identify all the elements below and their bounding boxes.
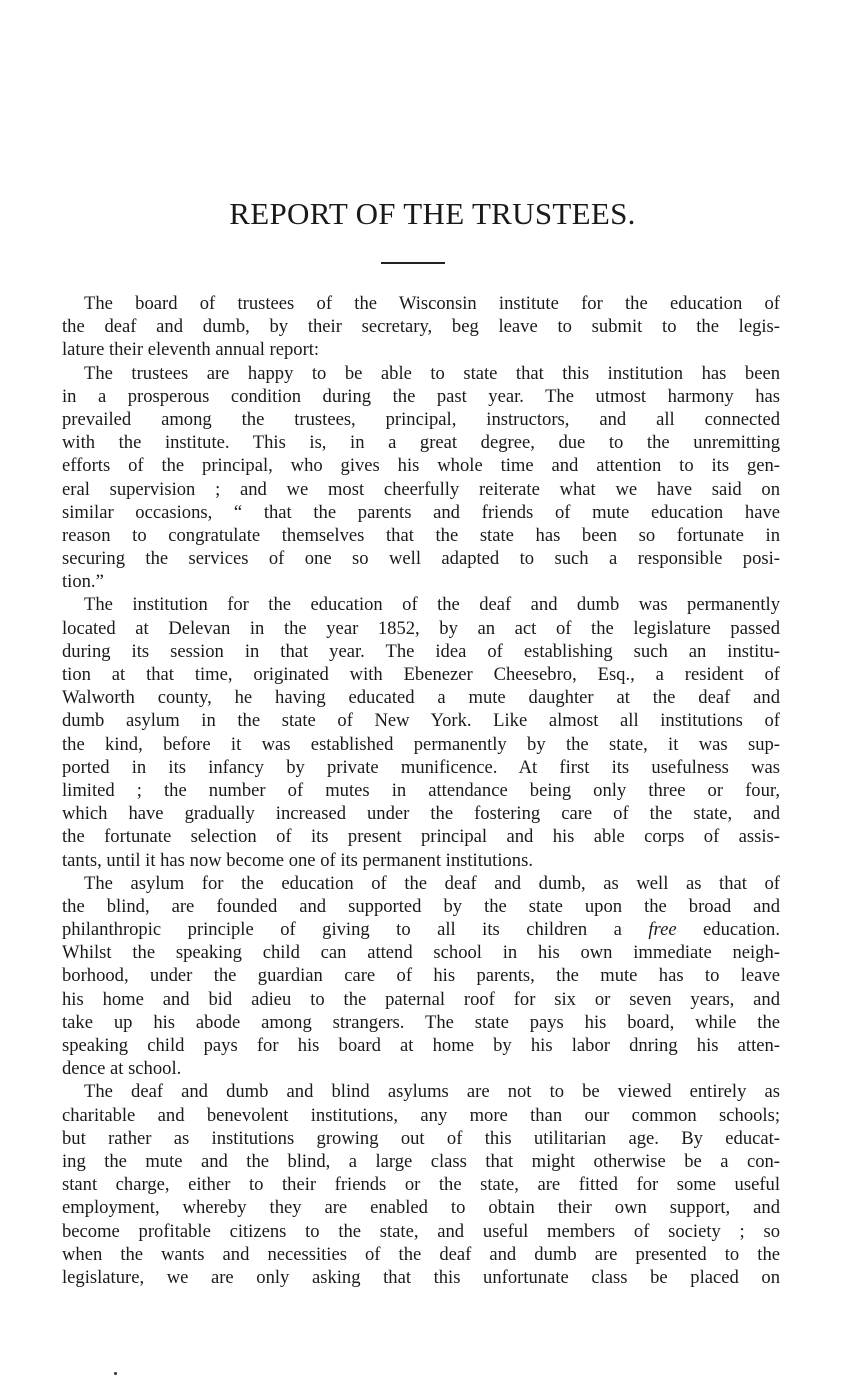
text-line: stant charge, either to their friends or the state, are fitted for some useful [62, 1174, 780, 1196]
text-line: similar occasions, “ that the parents and friends of mute education have [62, 501, 780, 523]
text-line: the kind, before it was established permanently by the state, it was sup- [62, 733, 780, 755]
text-line: reason to congratulate themselves that the state has been so fortunate in [62, 524, 780, 546]
text-line: legislature, we are only asking that this unfortunate class be placed on [62, 1266, 780, 1288]
text-line: The deaf and dumb and blind asylums are not to be viewed entirely as [84, 1081, 780, 1103]
text-line: with the institute. This is, in a great degree, due to the unremitting [62, 432, 780, 454]
text-line: tion.” [62, 571, 104, 593]
text-line: The institution for the education of the deaf and dumb was permanently [84, 594, 780, 616]
text-line: tion at that time, originated with Ebenezer Cheesebro, Esq., a resident of [62, 664, 780, 685]
text-line: efforts of the principal, who gives his whole time and attention to its gen- [62, 455, 780, 477]
text-line: The board of trustees of the Wisconsin institute for the education of [84, 293, 780, 314]
text-line: The trustees are happy to be able to state that this institution has been [84, 362, 780, 384]
text-line: which have gradually increased under the fostering care of the state, and [62, 803, 780, 825]
text-line: when the wants and necessities of the deaf and dumb are presented to the [62, 1243, 780, 1265]
title-divider [381, 262, 445, 264]
text-line: during its session in that year. The idea of establishing such an institu- [62, 640, 780, 662]
text-line: the fortunate selection of its present principal and his able corps of assis- [62, 826, 780, 848]
paragraph-5 [62, 1080, 780, 1289]
paragraph-4 [62, 872, 780, 1081]
text-line: Walworth county, he having educated a mute daughter at the deaf and [62, 687, 780, 709]
text-line: charitable and benevolent institutions, any more than our common schools; [62, 1104, 780, 1126]
text-line: employment, whereby they are enabled to obtain their own support, and [62, 1197, 780, 1219]
paragraph-3 [62, 593, 780, 871]
text-line: located at Delevan in the year 1852, by an act of the legislature passed [62, 617, 780, 639]
text-line: dence at school. [62, 1058, 182, 1080]
text-line: dumb asylum in the state of New York. Like almost all institutions of [62, 710, 780, 732]
paragraph-1 [62, 292, 780, 362]
text-line: take up his abode among strangers. The state pays his board, while the [62, 1011, 780, 1033]
text-line: prevailed among the trustees, principal, instructors, and all connected [62, 408, 780, 430]
text-line: his home and bid adieu to the paternal roof for six or seven years, and [62, 988, 780, 1010]
text-line: eral supervision ; and we most cheerfully reiterate what we have said on [62, 478, 780, 500]
page-title: REPORT OF THE TRUSTEES. [229, 196, 636, 231]
text-line: limited ; the number of mutes in attendance being only three or four, [62, 779, 780, 801]
text-line: but rather as institutions growing out of this utilitarian age. By educat- [62, 1127, 780, 1149]
text-line: Whilst the speaking child can attend school in his own immediate neigh- [62, 942, 780, 964]
text-line: tants, until it has now become one of its permanent institutions. [62, 849, 533, 871]
text-line: The asylum for the education of the deaf and dumb, as well as that of [84, 872, 780, 894]
text-line: speaking child pays for his board at home by his labor dnring his atten- [62, 1035, 780, 1056]
paragraph-2 [62, 362, 780, 594]
text-line: ported in its infancy by private munificence. At first its usefulness was [62, 756, 780, 778]
page-speck [114, 1372, 117, 1375]
text-line: the blind, are founded and supported by the state upon the broad and [62, 895, 780, 917]
text-line: the deaf and dumb, by their secretary, beg leave to submit to the legis- [62, 316, 780, 338]
text-line: securing the services of one so well adapted to such a responsible posi- [62, 548, 780, 570]
text-line: in a prosperous condition during the past year. The utmost harmony has [62, 385, 780, 407]
text-line: ing the mute and the blind, a large class that might otherwise be a con- [62, 1150, 780, 1172]
text-line: lature their eleventh annual report: [62, 339, 320, 361]
report-body [62, 292, 780, 1289]
text-line: borhood, under the guardian care of his parents, the mute has to leave [62, 965, 780, 987]
text-line: become profitable citizens to the state, and useful members of society ; so [62, 1220, 780, 1242]
text-line: philanthropic principle of giving to all its children a free education. [62, 919, 780, 941]
